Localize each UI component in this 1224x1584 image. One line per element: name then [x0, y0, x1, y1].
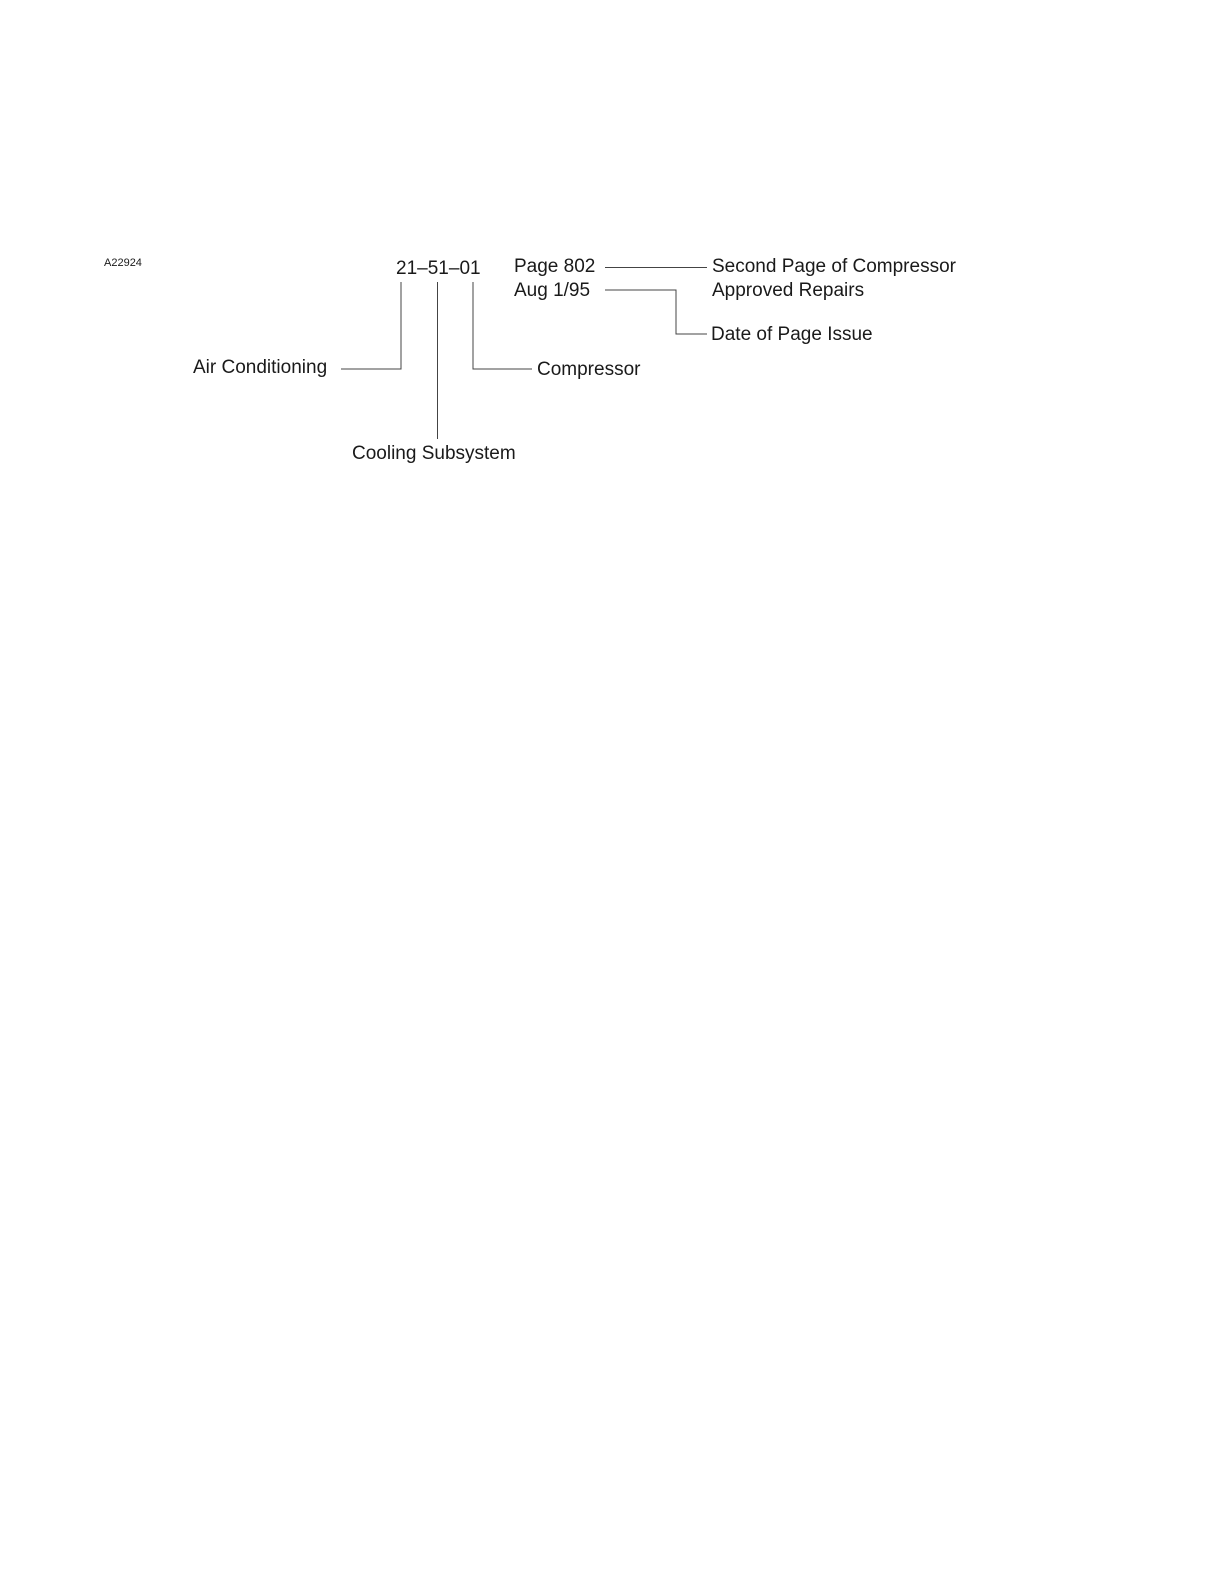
- callout-chapter: Air Conditioning: [193, 357, 328, 378]
- code-separator: –: [417, 258, 428, 279]
- callout-page-line1: Second Page of Compressor: [712, 256, 956, 277]
- code-chapter: 21: [396, 258, 418, 279]
- page-date: Aug 1/95: [514, 280, 591, 301]
- callout-subject: Compressor: [537, 359, 641, 380]
- leader-date: [605, 290, 707, 334]
- code-separator: –: [448, 258, 460, 279]
- callout-section: Cooling Subsystem: [352, 443, 516, 464]
- figure-number: A22924: [104, 257, 142, 269]
- code-section: 51: [427, 258, 449, 279]
- page-number: Page 802: [514, 256, 596, 277]
- callout-page-line2: Approved Repairs: [712, 280, 865, 301]
- callout-date: Date of Page Issue: [711, 324, 873, 345]
- code-subject: 01: [459, 258, 481, 279]
- leader-chapter: [341, 282, 401, 369]
- leader-subject: [473, 282, 532, 369]
